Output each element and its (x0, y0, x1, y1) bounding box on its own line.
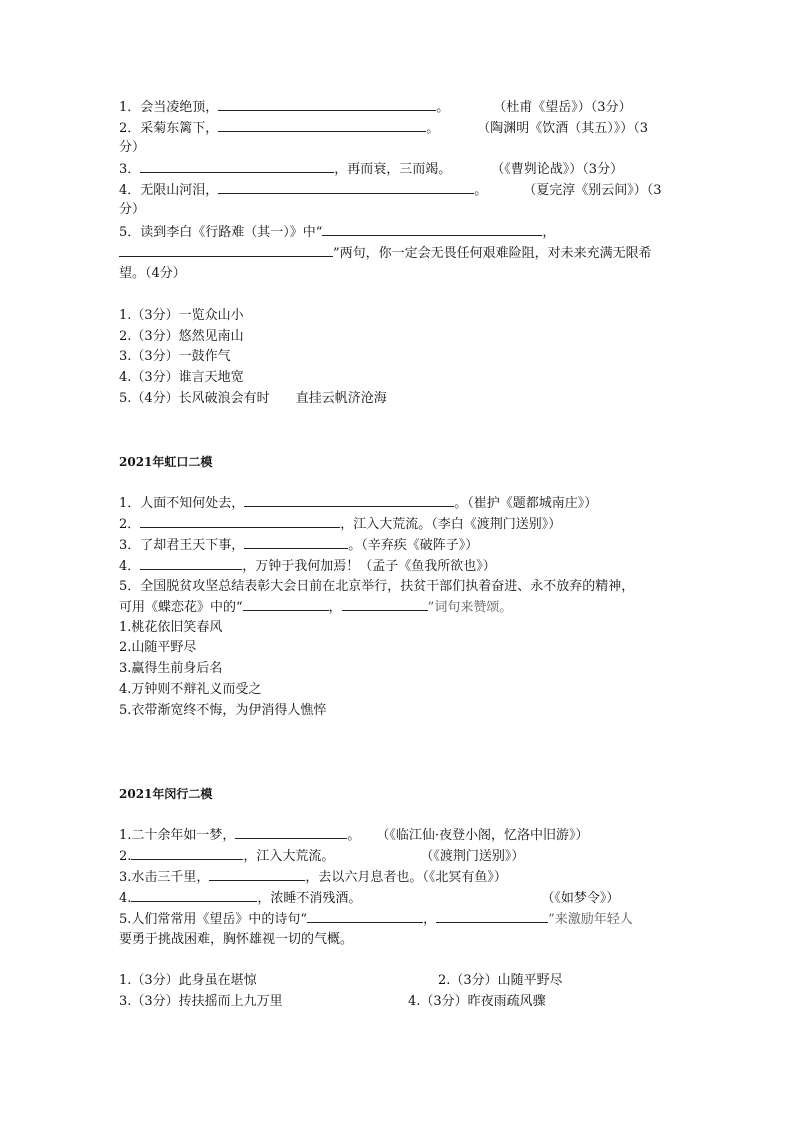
s1-q5-line2 (119, 243, 652, 264)
s3-answer-2: 2.（3分）山随平野尽 (438, 973, 563, 988)
s1-q4-suffix: 。 (474, 183, 488, 198)
s1-question-3 (119, 159, 623, 180)
s1-answer-5-part1: 5.（4分）长风破浪会有时 (119, 391, 270, 406)
s3-answer-1: 1.（3分）此身虽在堪惊 (119, 973, 257, 988)
s1-q5-line2-text: ”两句，你一定会无畏任何艰难险阻，对未来充满无限希 (333, 246, 652, 261)
s1-q5-wrap: 望。（4分） (119, 266, 186, 281)
s1-q3-blank (140, 159, 334, 173)
s2-question-3 (119, 535, 478, 556)
s2-answer-3: 3.赢得生前身后名 (119, 661, 223, 676)
s3-q1-source: （《临江仙·夜登小阁，忆洛中旧游》） (376, 828, 589, 843)
s1-q2-blank (218, 118, 426, 132)
s2-answer-1: 1.桃花依旧笑春风 (119, 620, 223, 635)
s2-question-2 (119, 514, 561, 535)
s3-question-5 (119, 909, 633, 930)
s3-question-4 (119, 888, 619, 909)
s3-question-1 (119, 825, 589, 846)
s1-q5-blank-1 (322, 222, 542, 236)
s1-q3-suffix: ，再而衰，三而竭。 (334, 162, 452, 177)
s2-q5-blank-2 (342, 597, 428, 611)
s3-q2-suffix: ，江入大荒流。 (243, 849, 335, 864)
s1-q4-wrap: 分） (119, 202, 146, 217)
s1-q4-source: （夏完淳《别云间》）（3 (523, 183, 662, 198)
s1-q2-suffix: 。 (426, 121, 440, 136)
s2-q4-blank (140, 556, 242, 570)
s2-answer-2: 2.山随平野尽 (119, 640, 197, 655)
s3-q2-blank (131, 846, 243, 860)
s2-q4-prefix: 4． (119, 559, 141, 574)
s1-q2-source: （陶渊明《饮酒（其五）》）（3 (477, 121, 649, 136)
s2-q5-line2 (119, 597, 512, 618)
s1-q2-prefix: 2．采菊东篱下， (119, 121, 219, 136)
s3-q5-blank-1 (307, 909, 423, 923)
s2-q5-mid: ， (328, 600, 342, 615)
s3-answer-3: 3.（3分）抟扶摇而上九万里 (119, 994, 283, 1009)
s3-q1-prefix: 1.二十余年如一梦， (119, 828, 236, 843)
s3-q2-source: （《渡荆门送别》） (420, 849, 525, 864)
s2-question-1 (119, 493, 597, 514)
s1-q3-source: （《曹刿论战》）（3分） (491, 162, 624, 177)
s2-answer-5: 5.衣带渐宽终不悔，为伊消得人憔悴 (119, 703, 327, 718)
s2-q2-prefix: 2． (119, 517, 141, 532)
s1-answer-3: 3.（3分）一鼓作气 (119, 349, 231, 364)
s1-q5-blank-2 (119, 243, 333, 257)
s1-q4-blank (218, 180, 474, 194)
s3-q4-suffix: ，浓睡不消残酒。 (257, 891, 362, 906)
s1-q4-prefix: 4．无限山河泪， (119, 183, 219, 198)
s2-answer-4: 4.万钟则不辩礼义而受之 (119, 682, 262, 697)
s3-q3-prefix: 3.水击三千里， (119, 870, 210, 885)
s2-q1-suffix: 。（崔护《题都城南庄》） (454, 496, 598, 511)
s1-q1-source: （杜甫《望岳》）（3分） (493, 100, 632, 115)
s2-q5-blank-1 (243, 597, 329, 611)
s1-question-2 (119, 118, 648, 139)
s2-q3-prefix: 3．了却君王天下事， (119, 538, 245, 553)
s3-q1-blank (235, 825, 347, 839)
s2-q1-prefix: 1．人面不知何处去， (119, 496, 245, 511)
s2-q3-suffix: 。（辛弃疾《破阵子》） (348, 538, 479, 553)
s2-q4-suffix: ，万钟于我何加焉！（孟子《鱼我所欲也》） (242, 559, 496, 574)
s3-q5-wrap: 要勇于挑战困难，胸怀雄视一切的气概。 (119, 932, 354, 947)
s3-q5-suffix: ”来激励年轻人 (548, 912, 633, 927)
s1-answer-1: 1.（3分）一览众山小 (119, 308, 244, 323)
s3-q4-prefix: 4. (119, 891, 132, 906)
s1-question-1 (119, 97, 632, 118)
s3-question-2 (119, 846, 524, 867)
s2-question-4 (119, 556, 496, 577)
s3-q5-prefix: 5.人们常常用《望岳》中的诗句“ (119, 912, 308, 927)
s1-answer-5 (119, 389, 387, 409)
s3-q5-mid: ， (423, 912, 437, 927)
s1-q1-suffix: 。 (436, 100, 450, 115)
s1-q5-prefix: 5．读到李白《行路难（其一）》中“ (119, 225, 323, 240)
s3-q5-blank-2 (436, 909, 548, 923)
s3-answer-4: 4.（3分）昨夜雨疏风骤 (408, 994, 546, 1009)
s1-answer-2: 2.（3分）悠然见南山 (119, 329, 244, 344)
s1-q2-wrap: 分） (119, 140, 146, 155)
s1-q3-prefix: 3． (119, 162, 141, 177)
s1-question-4 (119, 180, 662, 201)
s2-q2-blank (140, 514, 340, 528)
s2-q5-suffix: ”词句来赞颂。 (427, 600, 513, 615)
s1-answer-4: 4.（3分）谁言天地宽 (119, 370, 244, 385)
s2-q2-suffix: ，江入大荒流。（李白《渡荆门送别》） (340, 517, 562, 532)
section-3-title: 2021年闵行二模 (119, 787, 213, 801)
s3-q4-source: （《如梦令》） (541, 891, 620, 906)
s3-q4-blank (131, 888, 257, 902)
s1-question-5 (119, 222, 555, 243)
s2-q3-blank (244, 535, 348, 549)
s1-q1-blank (218, 97, 436, 111)
section-2-title: 2021年虹口二模 (119, 455, 213, 469)
s3-q1-suffix: 。 (347, 828, 361, 843)
s1-q1-prefix: 1．会当凌绝顶， (119, 100, 219, 115)
s2-q1-blank (244, 493, 454, 507)
s1-q5-mid: ， (542, 225, 556, 240)
s3-q3-suffix: ，去以六月息者也。（《北冥有鱼》） (305, 870, 507, 885)
s3-q3-blank (209, 867, 305, 881)
s2-q5-prefix: 可用《蝶恋花》中的“ (119, 600, 243, 615)
s3-q2-prefix: 2. (119, 849, 132, 864)
s1-answer-5-part2: 直挂云帆济沧海 (295, 391, 387, 406)
s2-question-5: 5．全国脱贫攻坚总结表彰大会日前在北京举行，扶贫干部们执着奋进、永不放弃的精神， (119, 579, 635, 594)
s3-question-3 (119, 867, 507, 888)
